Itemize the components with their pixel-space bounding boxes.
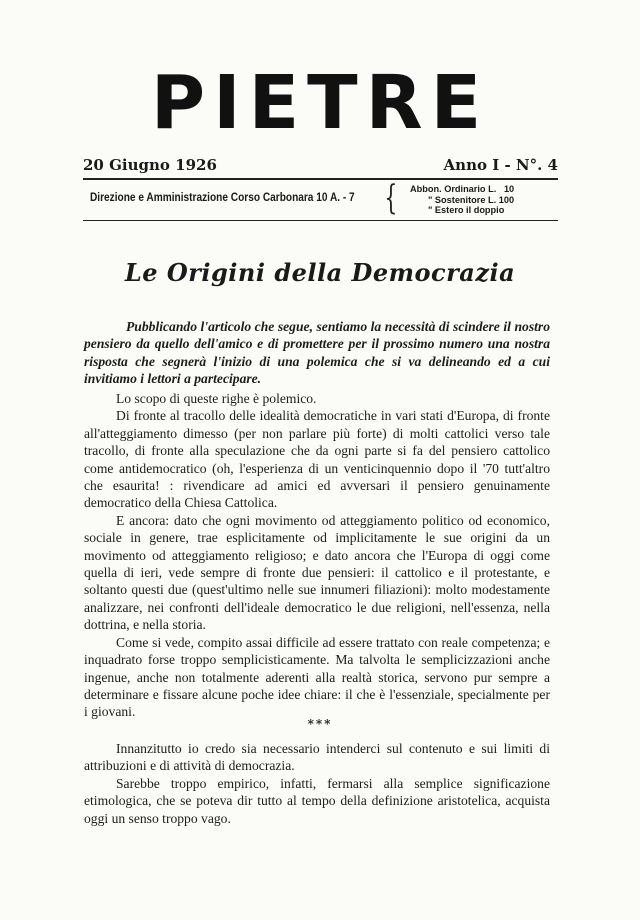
subscription-label: " Sostenitore L. bbox=[428, 194, 497, 205]
article-paragraph: Lo scopo di queste righe è polemico. bbox=[116, 391, 317, 406]
dateline bbox=[83, 156, 558, 176]
header-rule-top bbox=[83, 178, 558, 180]
section-separator: *** bbox=[307, 717, 333, 731]
masthead-title: PIETRE bbox=[150, 60, 490, 146]
article-paragraph: Innanzitutto io credo sia necessario intenderci sul contenuto e sui limiti di attribuzioni e di attività di democrazia. bbox=[84, 741, 550, 774]
article-paragraph: Sarebbe troppo empirico, infatti, fermarsi alla semplice significazione etimologica, che se poteva dir tutto al tempo della definizione aristotelica, acquista oggi un senso troppo vago. bbox=[84, 775, 550, 826]
subscription-row bbox=[400, 184, 548, 195]
subscription-brace: { bbox=[384, 178, 398, 218]
administration-address: Direzione e Amministrazione Corso Carbonara 10 A. - 7 bbox=[90, 192, 355, 204]
subscription-label: Abbon. Ordinario L. bbox=[410, 184, 497, 194]
editorial-note bbox=[84, 318, 550, 388]
issue-date: 20 Giugno 1926 bbox=[83, 156, 217, 174]
subscription-value: 100 bbox=[498, 194, 515, 205]
subscription-rates bbox=[400, 184, 548, 216]
article-body bbox=[84, 390, 550, 721]
subscription-value: 10 bbox=[503, 184, 515, 194]
article-title: Le Origini della Democrazia bbox=[124, 258, 516, 287]
subscription-row bbox=[400, 195, 548, 206]
issue-number: Anno I - N°. 4 bbox=[443, 156, 558, 174]
article-paragraph: Di fronte al tracollo delle idealità democratiche in vari stati d'Europa, di fronte all'atteggiamento dimesso (per non parlare più forte) di molti cattolici verso tale tracollo, di fronte alla speculazione che da ogni parte si fa del pensiero cattolico come antidemocratico (oh, l'esperienza di un venticinquennio dopo il '70 tutt'altro che esaurita! : rivendicare ad amici ed avversari il pensiero genuinamente democratico della Chiesa Cattolica. bbox=[84, 408, 550, 511]
article-body-continued bbox=[84, 740, 550, 827]
header-rule-bottom bbox=[83, 220, 558, 221]
editorial-note-text: Pubblicando l'articolo che segue, sentiamo la necessità di scindere il nostro pensiero da quello dell'amico e di promettere per il prossimo numero una nostra risposta che segnerà l'inizio di una polemica che si va delineando ed a cui invitiamo i lettori a partecipare. bbox=[84, 319, 550, 387]
article-paragraph: E ancora: dato che ogni movimento od atteggiamento politico od economico, sociale in genere, trae esplicitamente od implicitamente le sue origini da un movimento od atteggiamento religioso; e dato ancora che l'Europa di oggi come quella di ieri, vede sempre di fronte due pensieri: il cattolico e il protestante, e soltanto questi due (quest'ultimo nelle sue innumeri filiazioni): molto modestamente analizzare, nei confronti dell'ideale democratico le due religioni, nell'essenza, nella dottrina, e nella storia. bbox=[84, 512, 550, 633]
subscription-row bbox=[400, 205, 548, 216]
article-paragraph: Come si vede, compito assai difficile ad essere trattato con reale competenza; e inquadrato forse troppo semplicisticamente. Ma talvolta le semplicizzazioni anche ingenue, anche non totalmente aderenti alla realtà storica, servono pur sempre a determinare e fissare alcune poche idee chiare: il che è l'essenziale, specialmente per i giovani. bbox=[84, 634, 550, 720]
subscription-label: " Estero il doppio bbox=[428, 205, 505, 215]
